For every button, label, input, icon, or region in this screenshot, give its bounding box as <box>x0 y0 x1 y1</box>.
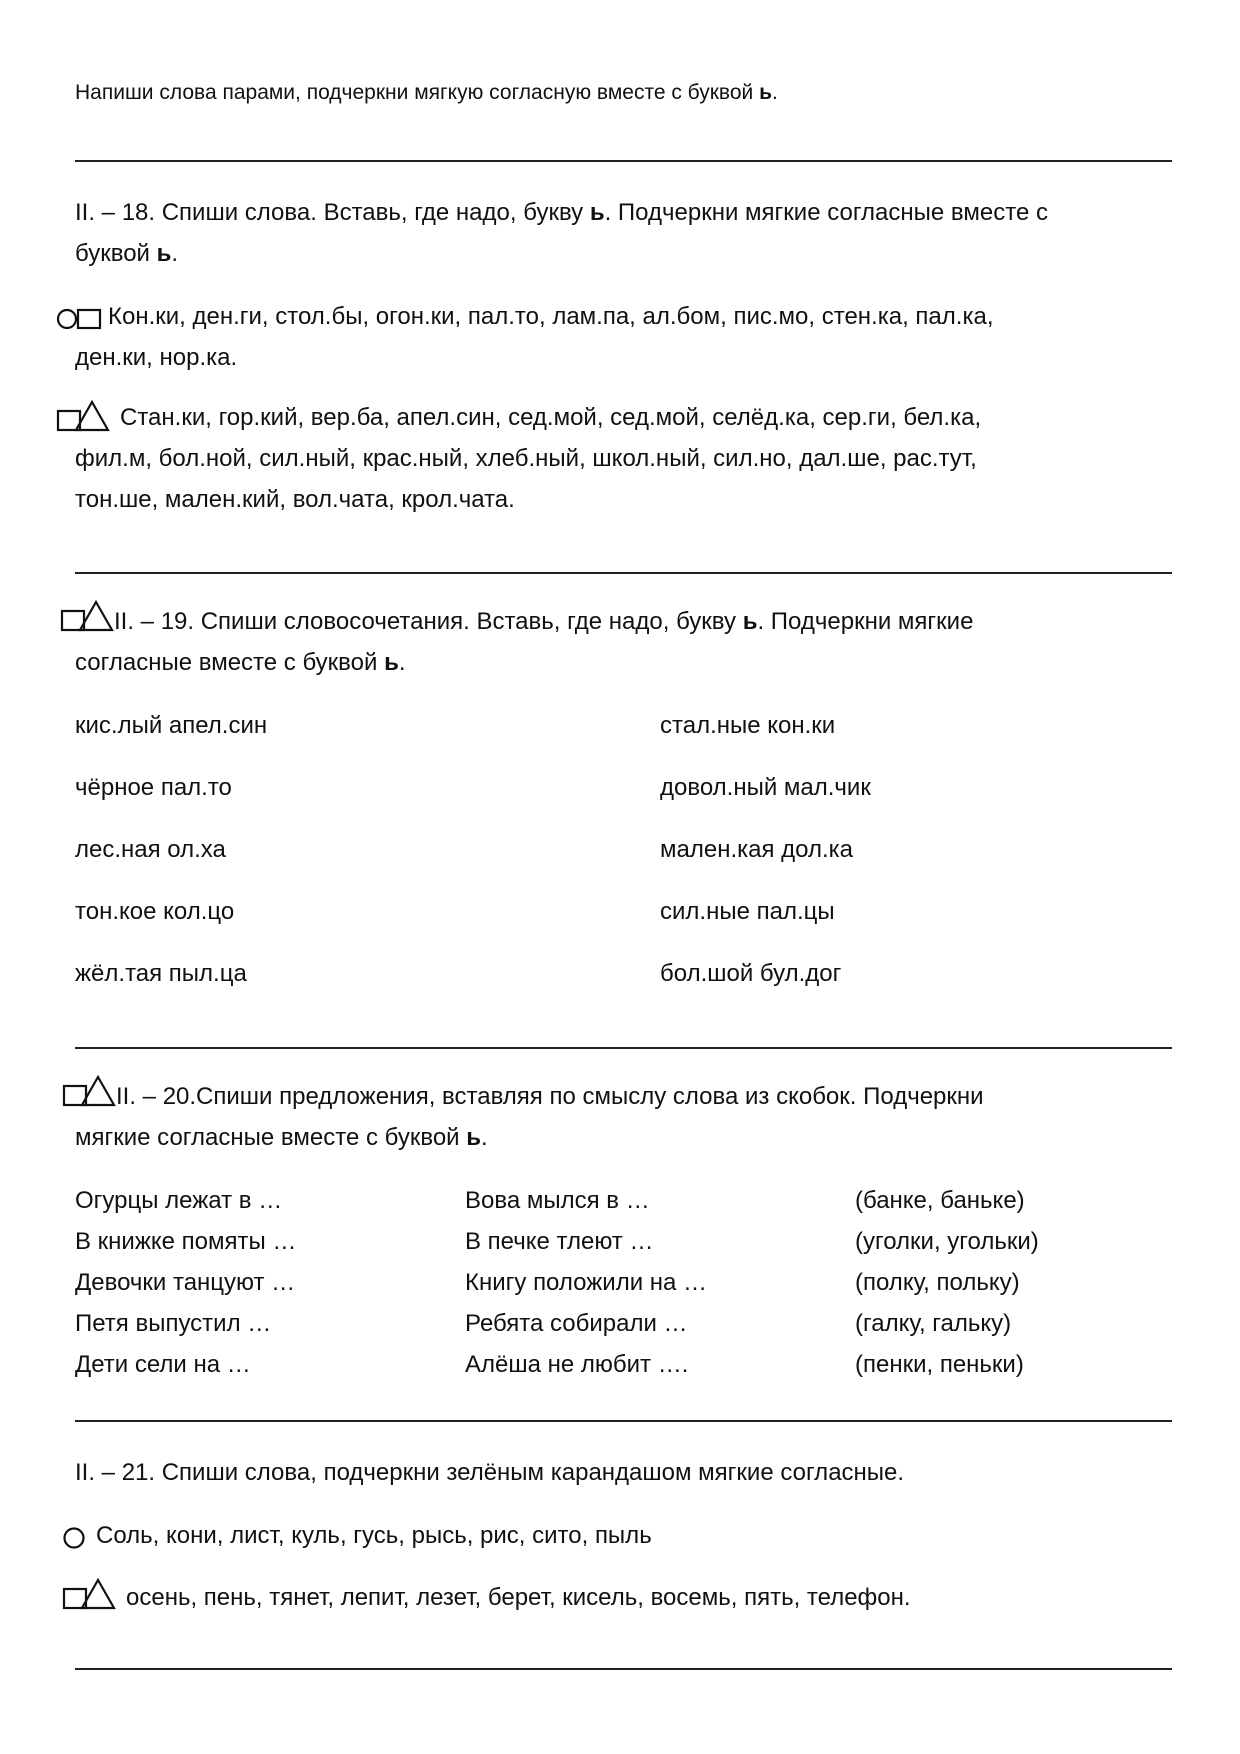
list-item: бол.шой бул.дог <box>660 960 842 987</box>
table-row: (уголки, угольки) <box>855 1228 1039 1255</box>
ex21-level2-text: осень, пень, тянет, лепит, лезет, берет, кисель, восемь, пять, телефон. <box>126 1584 911 1611</box>
ex18-level2-line1: Стан.ки, гор.кий, вер.ба, апел.син, сед.мой, сед.мой, селёд.ка, сер.ги, бел.ка, <box>120 404 982 431</box>
table-row: Книгу положили на … <box>465 1269 708 1296</box>
table-row: В книжке помяты … <box>75 1228 297 1255</box>
list-item: лес.ная ол.ха <box>75 836 226 863</box>
ex19-title-line1: II. – 19. Спиши словосочетания. Вставь, где надо, букву ь. Подчеркни мягкие <box>114 608 974 635</box>
table-row: Дети сели на … <box>75 1351 251 1378</box>
table-row: Вова мылся в … <box>465 1187 650 1214</box>
square-triangle-icon <box>56 400 112 432</box>
ex21-title: II. – 21. Спиши слова, подчеркни зелёным карандашом мягкие согласные. <box>75 1459 905 1486</box>
table-row: Алёша не любит …. <box>465 1351 689 1378</box>
table-row: (полку, польку) <box>855 1269 1020 1296</box>
table-row: В печке тлеют … <box>465 1228 654 1255</box>
table-row: Ребята собирали … <box>465 1310 688 1337</box>
ex18-title-line2: буквой ь. <box>75 240 179 267</box>
divider <box>75 1420 1172 1422</box>
square-triangle-icon <box>62 1578 118 1610</box>
divider <box>75 572 1172 574</box>
ex20-title-line2: мягкие согласные вместе с буквой ь. <box>75 1124 488 1151</box>
table-row: (пенки, пеньки) <box>855 1351 1024 1378</box>
circle-icon <box>62 1526 86 1550</box>
table-row: Петя выпустил … <box>75 1310 272 1337</box>
list-item: сил.ные пал.цы <box>660 898 835 925</box>
ex21-level1-text: Соль, кони, лист, куль, гусь, рысь, рис, сито, пыль <box>96 1522 652 1549</box>
ex18-level2-line3: тон.ше, мален.кий, вол.чата, крол.чата. <box>75 486 515 513</box>
list-item: чёрное пал.то <box>75 774 232 801</box>
table-row: Огурцы лежат в … <box>75 1187 283 1214</box>
table-row: Девочки танцуют … <box>75 1269 296 1296</box>
list-item: тон.кое кол.цо <box>75 898 235 925</box>
divider <box>75 1047 1172 1049</box>
divider <box>75 160 1172 162</box>
ex19-title-line2: согласные вместе с буквой ь. <box>75 649 406 676</box>
list-item: кис.лый апел.син <box>75 712 268 739</box>
ex18-title-line1: II. – 18. Спиши слова. Вставь, где надо, букву ь. Подчеркни мягкие согласные вместе с <box>75 199 1048 226</box>
table-row: (банке, баньке) <box>855 1187 1025 1214</box>
intro-instruction: Напиши слова парами, подчеркни мягкую согласную вместе с буквой ь. <box>75 81 778 104</box>
ex18-level1-line2: ден.ки, нор.ка. <box>75 344 238 371</box>
ex18-level2-line2: фил.м, бол.ной, сил.ный, крас.ный, хлеб.ный, школ.ный, сил.но, дал.ше, рас.тут, <box>75 445 977 472</box>
list-item: жёл.тая пыл.ца <box>75 960 247 987</box>
table-row: (галку, гальку) <box>855 1310 1012 1337</box>
list-item: стал.ные кон.ки <box>660 712 836 739</box>
square-triangle-icon <box>62 1075 118 1107</box>
ex20-title-line1: II. – 20.Спиши предложения, вставляя по смыслу слова из скобок. Подчеркни <box>116 1083 984 1110</box>
divider <box>75 1668 1172 1670</box>
list-item: довол.ный мал.чик <box>660 774 871 801</box>
ex18-level1-line1: Кон.ки, ден.ги, стол.бы, огон.ки, пал.то, лам.па, ал.бом, пис.мо, стен.ка, пал.ка, <box>108 303 994 330</box>
list-item: мален.кая дол.ка <box>660 836 854 863</box>
square-triangle-icon <box>60 600 116 632</box>
circle-square-icon <box>56 308 104 330</box>
